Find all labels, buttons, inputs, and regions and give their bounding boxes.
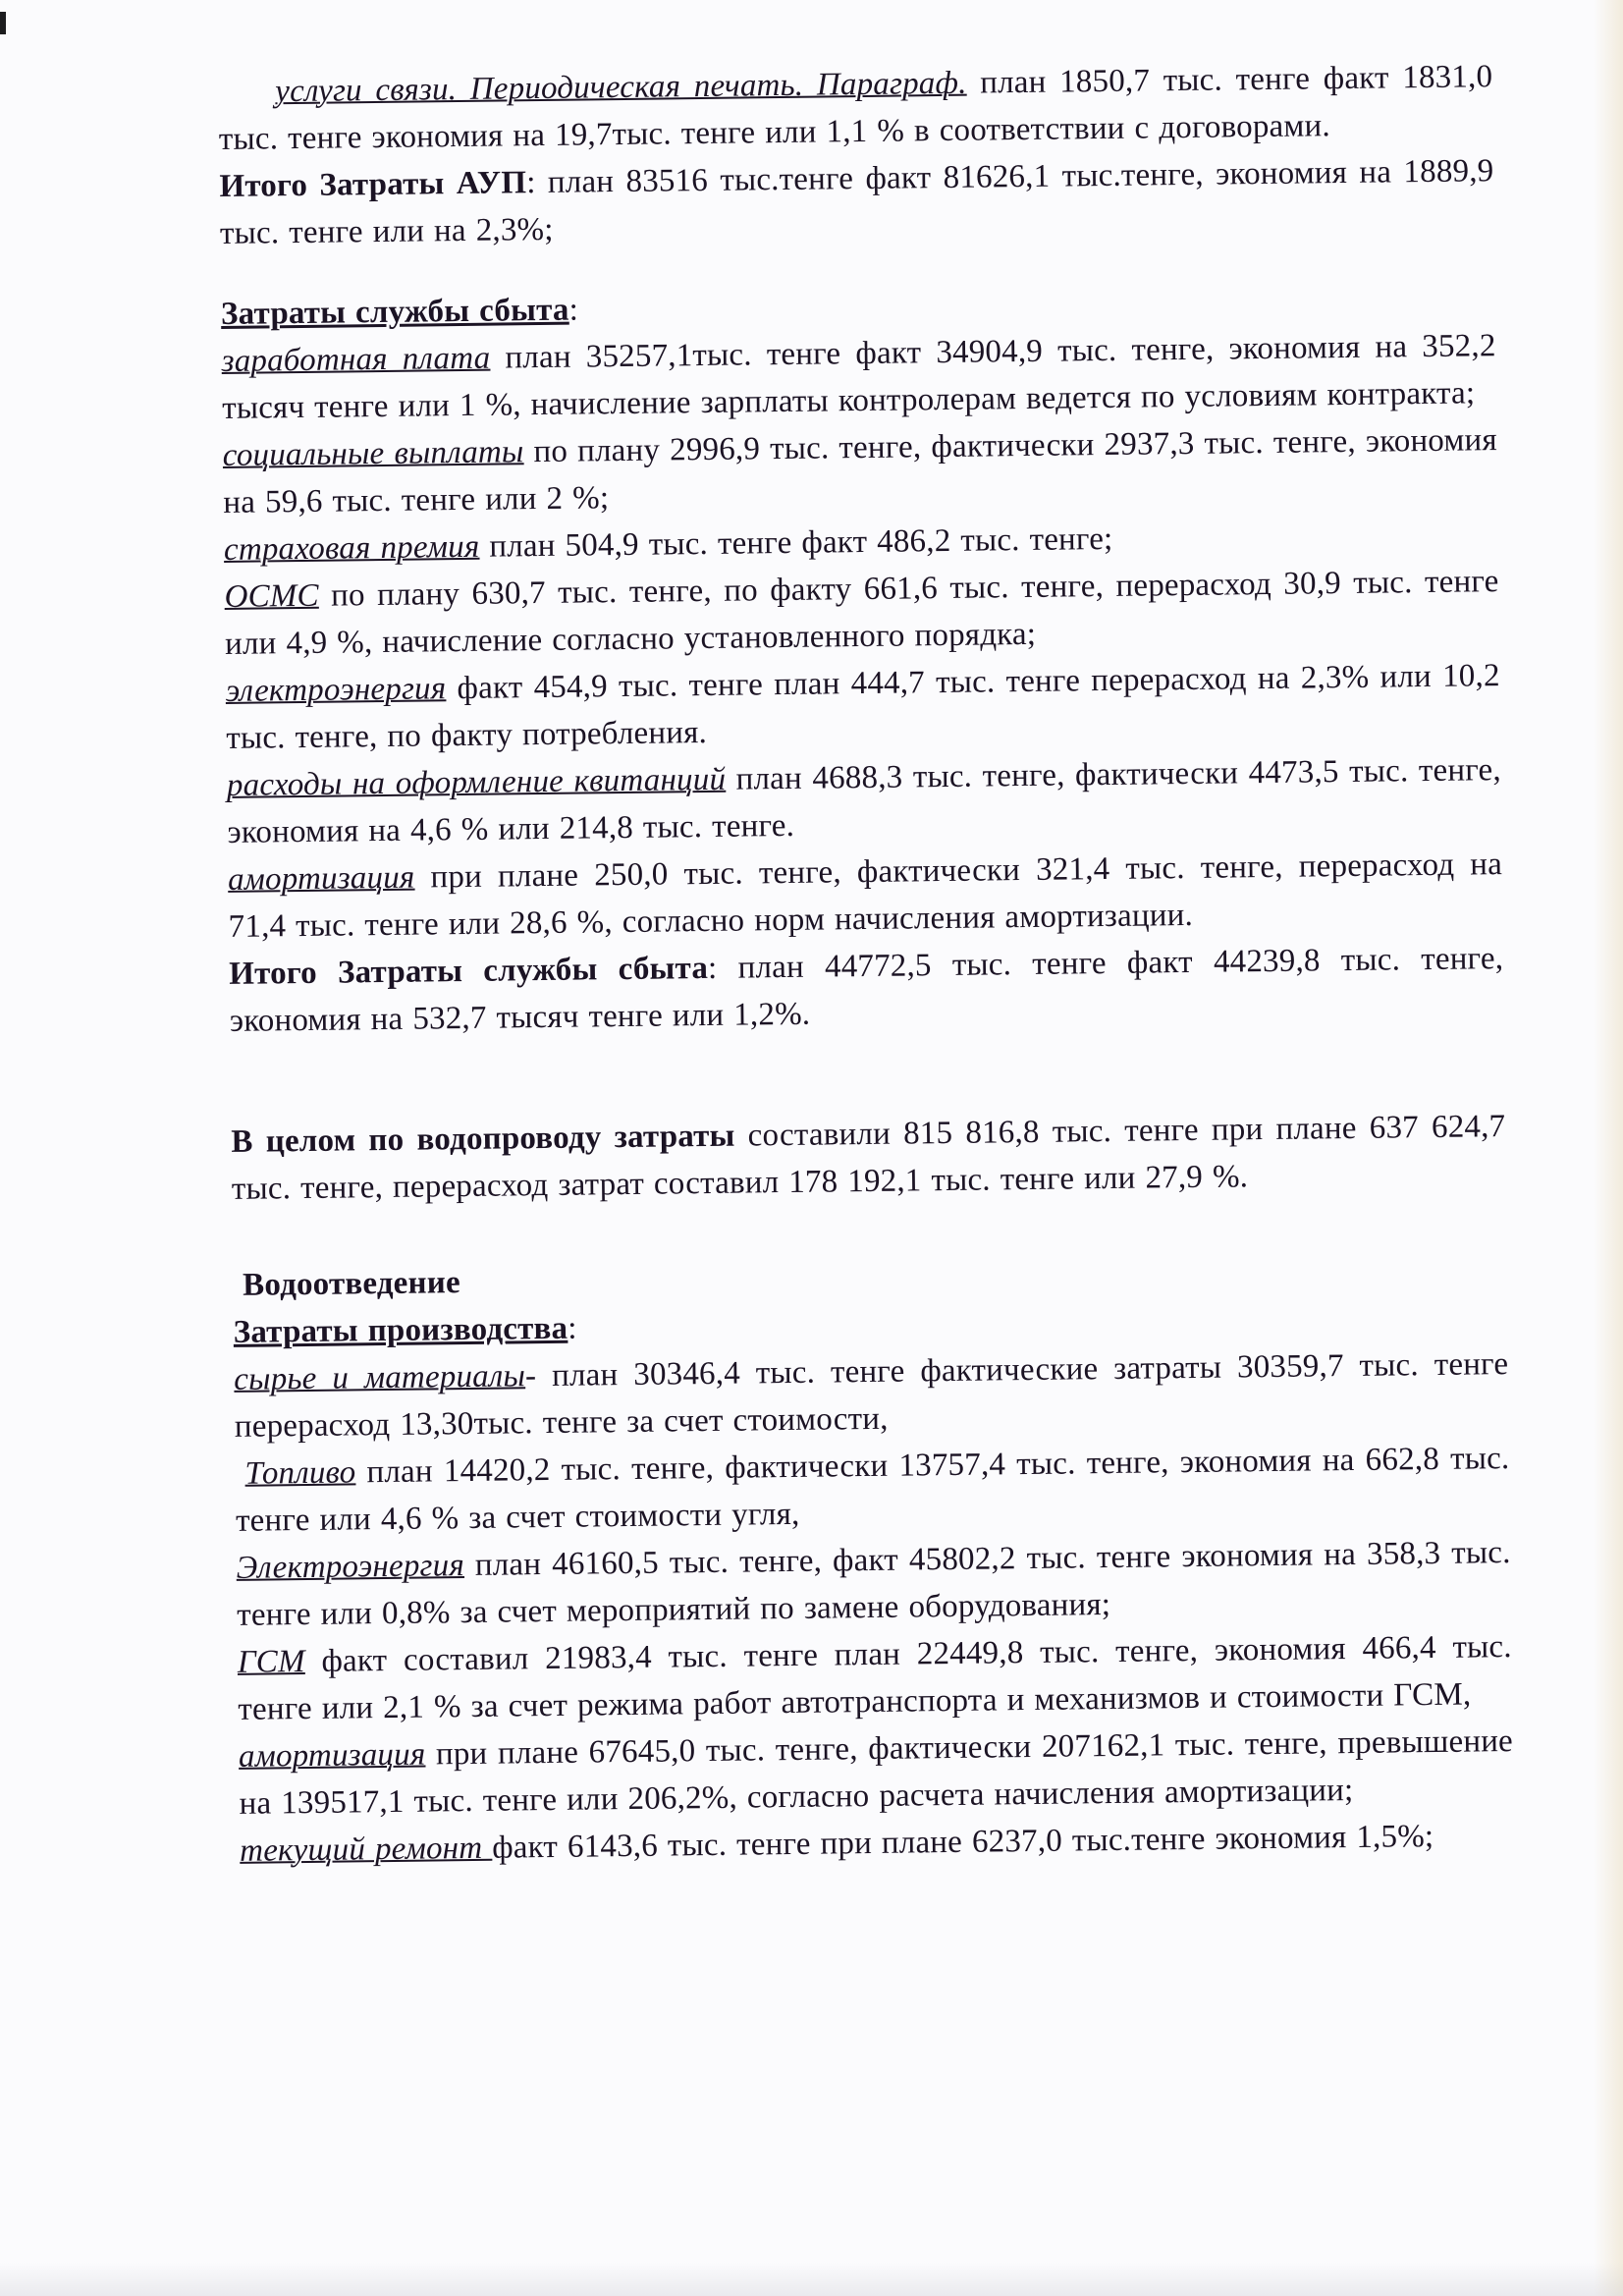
paragraph-depreciation-sales: [228, 841, 1503, 951]
paragraph-text: план 14420,2 тыс. тенге, фактически 13757,4 тыс. тенге, экономия на 662,8 тыс. тенге или 4,6 % за счет стоимости угля,: [235, 1441, 1510, 1539]
term-current-repair: текущий ремонт: [239, 1830, 493, 1869]
paragraph-raw-materials: [234, 1340, 1509, 1450]
paragraph-depreciation-production: [239, 1718, 1514, 1828]
paragraph-text: - план 30346,4 тыс. тенге фактические затраты 30359,7 тыс. тенге перерасход 13,30тыс. тенге за счет стоимости,: [234, 1346, 1509, 1445]
paragraph-fuel: [235, 1435, 1510, 1545]
paragraph-salary: [221, 322, 1496, 432]
paragraph-text: факт 6143,6 тыс. тенге при плане 6237,0 тыс.тенге экономия 1,5%;: [491, 1819, 1434, 1866]
paragraph-text: план 504,9 тыс. тенге факт 486,2 тыс. тенге;: [479, 520, 1113, 565]
paragraph-text: составили 815 816,8 тыс. тенге при плане 637 624,7 тыс. тенге, перерасход затрат составил 178 192,1 тыс. тенге или 27,9 %.: [231, 1109, 1506, 1207]
paragraph-text: : план 44772,5 тыс. тенге факт 44239,8 тыс. тенге, экономия на 532,7 тысяч тенге или 1,2%.: [229, 941, 1504, 1039]
paragraph-text: при плане 250,0 тыс. тенге, фактически 321,4 тыс. тенге, перерасход на 71,4 тыс. тенге или 28,6 %, согласно норм начисления амортизации.: [228, 847, 1503, 945]
term-gsm: ГСМ: [237, 1644, 305, 1680]
paragraph-text: по плану 2996,9 тыс. тенге, фактически 2937,3 тыс. тенге, экономия на 59,6 тыс. тенге или 2 %;: [223, 422, 1497, 520]
term-production-costs: Затраты производства: [233, 1310, 568, 1350]
paragraph-communication-services: [218, 53, 1493, 163]
paragraph-total-sales-service-costs: [229, 935, 1504, 1045]
paragraph-text: план 4688,3 тыс. тенге, фактически 4473,5 тыс. тенге, экономия на 4,6 % или 214,8 тыс. тенге.: [227, 752, 1502, 850]
paragraph-social-payments: [223, 416, 1498, 526]
term-social-payments: социальные выплаты: [222, 434, 524, 473]
paragraph-text: факт составил 21983,4 тыс. тенге план 22449,8 тыс. тенге, экономия 466,4 тыс. тенге или 2,1 % за счет режима работ автотранспорта и механизмов и стоимости ГСМ,: [238, 1629, 1512, 1727]
paragraph-text: план 46160,5 тыс. тенге, факт 45802,2 тыс. тенге экономия на 358,3 тыс. тенге или 0,8% за счет мероприятий по замене оборудования;: [237, 1535, 1511, 1633]
term-total-sales-service: Итого Затраты службы сбыта: [229, 950, 709, 992]
paragraph-osms: [224, 558, 1499, 668]
term-electricity: электроэнергия: [225, 671, 447, 709]
paragraph-electricity-sales: [225, 652, 1500, 762]
scan-shade-bottom: [0, 2263, 1623, 2296]
paragraph-text: план 1850,7 тыс. тенге факт 1831,0 тыс. тенге экономия на 19,7тыс. тенге или 1,1 % в соответствии с договорами.: [218, 59, 1493, 157]
term-fuel: Топливо: [244, 1454, 356, 1492]
term-raw-materials: сырье и материалы: [234, 1358, 526, 1397]
scan-shade-right: [1594, 0, 1623, 2296]
term-receipt-processing: расходы на оформление квитанций: [226, 761, 727, 803]
text-column: [218, 53, 1514, 1875]
paragraph-text: :: [568, 1310, 577, 1346]
paragraph-text: по плану 630,7 тыс. тенге, по факту 661,6 тыс. тенге, перерасход 30,9 тыс. тенге или 4,9 %, начисление согласно установленного порядка;: [224, 564, 1499, 662]
paragraph-total-aup-costs: [219, 147, 1494, 257]
term-osms: ОСМС: [224, 577, 319, 615]
term-depreciation: амортизация: [227, 859, 415, 898]
paragraph-electricity-production: [236, 1529, 1511, 1639]
paragraph-text: план 35257,1тыс. тенге факт 34904,9 тыс. тенге, экономия на 352,2 тысяч тенге или 1 %, начисление зарплаты контролерам ведется по условиям контракта;: [222, 328, 1496, 426]
paragraph-water-supply-total: [231, 1103, 1506, 1213]
term-electricity-production: Электроэнергия: [236, 1548, 465, 1586]
term-communication-services: услуги связи. Периодическая печать. Параграф.: [275, 65, 967, 110]
term-water-supply-total: В целом по водопроводу затраты: [231, 1118, 735, 1160]
term-salary: заработная плата: [221, 340, 491, 379]
term-water-disposal: Водоотведение: [242, 1265, 461, 1303]
paragraph-text: факт 454,9 тыс. тенге план 444,7 тыс. тенге перерасход на 2,3% или 10,2 тыс. тенге, по факту потребления.: [226, 658, 1500, 756]
term-insurance-premium: страховая премия: [223, 528, 480, 568]
paragraph-text: :: [568, 292, 579, 328]
paragraph-text: при плане 67645,0 тыс. тенге, фактически 207162,1 тыс. тенге, превышение на 139517,1 тыс. тенге или 206,2%, согласно расчета начисления амортизации;: [239, 1723, 1514, 1822]
term-sales-service-costs: Затраты службы сбыта: [220, 292, 569, 332]
term-total-aup: Итого Затраты АУП: [219, 165, 527, 204]
term-depreciation-production: амортизация: [238, 1736, 426, 1775]
paragraph-receipt-processing-costs: [227, 746, 1502, 856]
paragraph-text: : план 83516 тыс.тенге факт 81626,1 тыс.тенге, экономия на 1889,9 тыс. тенге или на 2,3%;: [219, 153, 1494, 251]
paragraph-gsm: [238, 1623, 1513, 1733]
scan-edge-mark: [0, 12, 6, 34]
